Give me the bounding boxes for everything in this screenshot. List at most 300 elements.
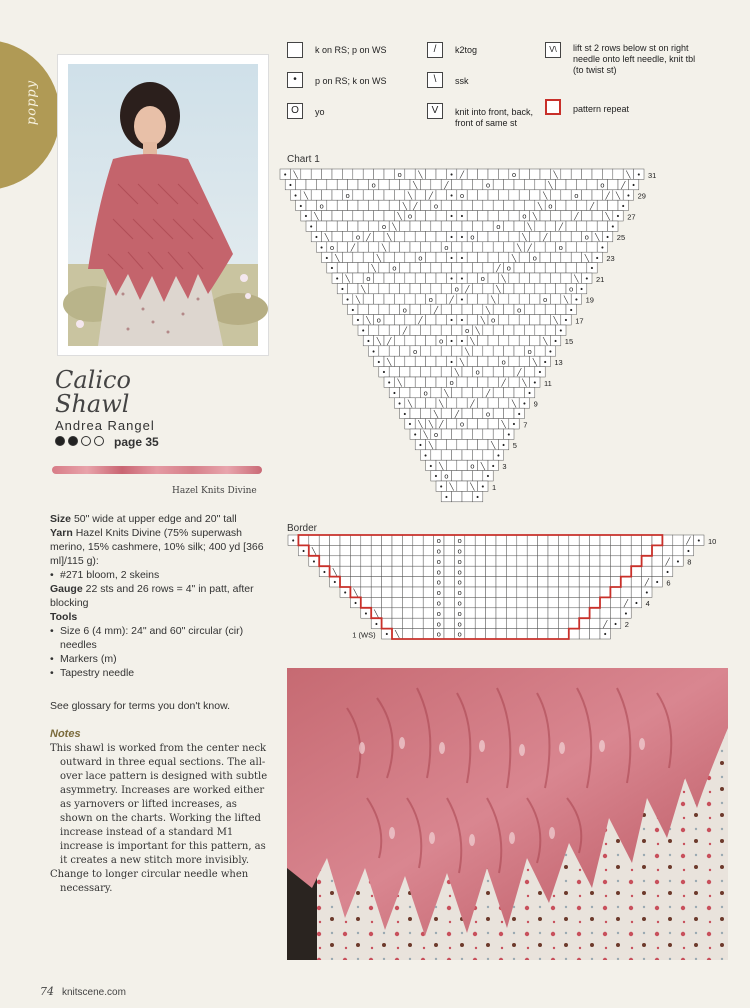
chart1-cell (446, 398, 456, 408)
chart1-stitch-symbol: • (574, 295, 579, 304)
chart1-stitch-symbol: • (402, 410, 407, 419)
border-cell (319, 535, 329, 545)
key-knit-symbol (287, 42, 303, 58)
chart1-cell (504, 179, 514, 189)
border-cell (610, 556, 620, 566)
border-stitch-symbol: o (457, 568, 462, 577)
chart1-cell (389, 325, 399, 335)
border-stitch-symbol: • (696, 537, 701, 546)
chart1-cell (597, 200, 607, 210)
chart1-cell (467, 273, 477, 283)
chart1-stitch-symbol: • (340, 285, 345, 294)
chart1-stitch-symbol: ╱ (543, 233, 548, 242)
chart1-cell (540, 315, 550, 325)
chart1-stitch-symbol: ╲ (480, 316, 485, 325)
chart1-stitch-symbol: ╲ (381, 243, 387, 252)
chart1-stitch-symbol: • (579, 285, 584, 294)
pattern-title (55, 368, 131, 416)
chart1-cell (389, 304, 399, 314)
chart1-cell (431, 263, 441, 273)
difficulty-dot (68, 436, 78, 446)
border-cell (506, 629, 516, 639)
chart1-cell (405, 231, 415, 241)
border-cell (517, 566, 527, 576)
chart1-cell (410, 387, 420, 397)
chart1-stitch-symbol: ╱ (558, 223, 563, 232)
difficulty-rating (55, 435, 159, 449)
border-cell (330, 535, 340, 545)
chart1-cell (332, 231, 342, 241)
chart1-cell (410, 242, 420, 252)
border-cell (486, 556, 496, 566)
border-cell (413, 629, 423, 639)
border-stitch-symbol: o (457, 547, 462, 556)
chart1-row-number: 1 (492, 482, 497, 492)
chart1-row-number: 25 (616, 233, 626, 243)
chart1-stitch-symbol: o (381, 223, 387, 232)
border-cell (486, 535, 496, 545)
border-row-number: 6 (666, 578, 671, 588)
border-cell (382, 566, 392, 576)
chart1-cell (498, 398, 508, 408)
chart1-row-number: 23 (606, 254, 615, 264)
chart1-cell (384, 190, 394, 200)
chart1-cell (576, 179, 586, 189)
tool-item: • Markers (m) (50, 652, 265, 666)
chart1-cell (478, 169, 488, 179)
chart1-stitch-symbol: ╲ (511, 399, 517, 408)
border-cell (340, 577, 350, 587)
chart1-cell (519, 294, 529, 304)
chart1-cell (358, 304, 368, 314)
border-cell (590, 577, 600, 587)
chart1-cell (478, 356, 488, 366)
chart1-cell (566, 179, 576, 189)
border-cell (330, 545, 340, 555)
chart1-cell (493, 429, 503, 439)
chart1-cell (514, 346, 524, 356)
chart1-stitch-symbol: ╱ (459, 171, 465, 180)
chart1-cell (519, 169, 529, 179)
border-cell (392, 577, 402, 587)
border-cell (527, 535, 537, 545)
chart1-cell (561, 273, 571, 283)
chart1-stitch-symbol: o (397, 171, 402, 180)
chart1-cell (608, 179, 618, 189)
chart1-cell (394, 335, 404, 345)
chart1-stitch-symbol: ╲ (584, 254, 589, 263)
border-cell (413, 566, 423, 576)
chart1-cell (498, 169, 508, 179)
chart1-stitch-symbol: • (381, 368, 387, 377)
border-stitch-symbol: o (457, 537, 462, 546)
chart1-stitch-symbol: • (589, 264, 595, 273)
border-cell (558, 587, 568, 597)
chart1-cell (472, 242, 482, 252)
chart1-stitch-symbol: ╲ (485, 306, 491, 315)
border-cell (423, 597, 433, 607)
border-cell (496, 608, 506, 618)
chart1-cell (415, 356, 425, 366)
chart1-stitch-symbol: ╲ (553, 316, 558, 325)
chart1-cell (353, 252, 363, 262)
chart1-cell (478, 252, 488, 262)
chart1-cell (524, 367, 534, 377)
chart1-stitch-symbol: ╲ (595, 233, 600, 242)
chart1-stitch-symbol: ╲ (324, 233, 329, 242)
chart1-cell (587, 221, 597, 231)
chart1-stitch-symbol: ╲ (496, 285, 501, 294)
chart1-stitch-symbol: • (314, 233, 319, 242)
border-stitch-symbol: o (436, 578, 441, 587)
chart1-cell (467, 252, 477, 262)
chart1-cell (571, 231, 581, 241)
chart1-cell (550, 294, 560, 304)
key-ssk-symbol: \ (427, 72, 443, 88)
border-stitch-symbol: • (675, 557, 681, 566)
border-cell (319, 545, 329, 555)
chart1-stitch-symbol: ╲ (428, 441, 433, 450)
chart1-stitch-symbol: o (376, 316, 381, 325)
chart1-cell (457, 439, 467, 449)
chart1-stitch-symbol: ╲ (553, 171, 558, 180)
border-cell (642, 556, 652, 566)
chart1-stitch-symbol: • (631, 181, 636, 190)
chart1-cell (582, 211, 592, 221)
chart1-stitch-symbol: ╱ (418, 316, 423, 325)
chart1-cell (394, 294, 404, 304)
chart1-stitch-symbol: o (470, 233, 475, 242)
border-cell (642, 566, 652, 576)
chart1-cell (509, 377, 519, 387)
border-cell (600, 545, 610, 555)
chart1-cell (368, 325, 378, 335)
chart1-cell (535, 283, 545, 293)
chart1-cell (389, 242, 399, 252)
chart1-stitch-symbol: • (459, 254, 465, 263)
chart1-cell (509, 315, 519, 325)
border-cell (558, 608, 568, 618)
chart1-cell (389, 283, 399, 293)
chart1-cell (353, 169, 363, 179)
chart1-cell (363, 252, 373, 262)
chart1-cell (452, 304, 462, 314)
border-cell (402, 545, 412, 555)
border-cell (527, 545, 537, 555)
chart1-cell (342, 169, 352, 179)
chart1-cell (348, 283, 358, 293)
chart1-cell (363, 190, 373, 200)
chart1-cell (478, 231, 488, 241)
chart1-stitch-symbol: ╱ (387, 337, 392, 346)
border-cell (465, 618, 475, 628)
chart1-stitch-symbol: • (496, 451, 501, 460)
border-stitch-symbol: o (436, 537, 441, 546)
border-cell (475, 629, 485, 639)
chart1-stitch-symbol: ╲ (407, 191, 413, 200)
chart1-cell (420, 325, 430, 335)
border-cell (527, 566, 537, 576)
chart1-cell (358, 221, 368, 231)
chart1-cell (519, 315, 529, 325)
chart1-stitch-symbol: o (485, 181, 491, 190)
border-cell (423, 566, 433, 576)
chart1-stitch-symbol: • (355, 316, 361, 325)
chart1-cell (592, 190, 602, 200)
chart1-stitch-symbol: ╱ (465, 285, 470, 294)
chart1-stitch-symbol: o (407, 212, 413, 221)
border-cell (506, 566, 516, 576)
chart1-stitch-symbol: • (324, 254, 329, 263)
chart1-stitch-symbol: ╱ (454, 410, 459, 419)
size-text: 50" wide at upper edge and 20" tall (73, 513, 237, 525)
chart1-cell (467, 169, 477, 179)
chart1-cell (488, 231, 498, 241)
difficulty-dot (81, 436, 91, 446)
border-cell (517, 556, 527, 566)
chart1-cell (545, 242, 555, 252)
border-cell (350, 545, 360, 555)
chart1-cell (462, 263, 472, 273)
chart1-cell (472, 200, 482, 210)
chart1-stitch-symbol: ╲ (459, 358, 465, 367)
chart1-cell (384, 211, 394, 221)
chart1-cell (483, 450, 493, 460)
chart1-cell (436, 211, 446, 221)
chart1-cell (530, 190, 540, 200)
border-cell (350, 556, 360, 566)
chart1-cell (332, 190, 342, 200)
chart1-stitch-symbol: • (449, 191, 454, 200)
chart1-stitch-symbol: o (491, 316, 496, 325)
chart1-cell (311, 169, 321, 179)
border-cell (538, 629, 548, 639)
chart1-cell (561, 252, 571, 262)
chart1-cell (509, 231, 519, 241)
chart1-stitch-symbol: • (485, 472, 491, 481)
border-cell (361, 566, 371, 576)
chart1-stitch-symbol: ╲ (387, 358, 392, 367)
chart1-stitch-symbol: • (621, 202, 626, 211)
border-cell (590, 597, 600, 607)
border-cell (558, 597, 568, 607)
model-photo (68, 64, 258, 346)
chart1-cell (566, 263, 576, 273)
border-cell (579, 556, 589, 566)
chart1-stitch-symbol: o (485, 410, 491, 419)
chart1-cell (571, 169, 581, 179)
key-k2tog-label: k2tog (455, 45, 478, 55)
chart1-stitch-symbol: ╲ (527, 223, 532, 232)
border-cell (610, 597, 620, 607)
chart1-cell (374, 211, 384, 221)
chart1-cell (493, 346, 503, 356)
chart1-stitch-symbol: o (470, 462, 475, 471)
chart1-stitch-symbol: ╲ (563, 295, 569, 304)
border-cell (642, 545, 652, 555)
chart1-cell (415, 190, 425, 200)
border-cell (517, 577, 527, 587)
chart1-cell (322, 211, 332, 221)
yarn-label: Yarn (50, 527, 73, 539)
chart1-cell (337, 221, 347, 231)
chart1-cell (420, 200, 430, 210)
border-cell (486, 566, 496, 576)
border-cell (371, 587, 381, 597)
border-cell (496, 545, 506, 555)
chart1-row-number: 3 (502, 462, 507, 472)
border-cell (382, 587, 392, 597)
chart1-cell (602, 169, 612, 179)
border-cell (579, 545, 589, 555)
border-cell (569, 608, 579, 618)
border-cell (392, 597, 402, 607)
border-cell (600, 587, 610, 597)
chart1-cell (441, 304, 451, 314)
border-cell (548, 587, 558, 597)
chart1-stitch-symbol: • (449, 171, 454, 180)
chart1-cell (556, 179, 566, 189)
chart1-stitch-symbol: ╲ (387, 233, 392, 242)
chart1-cell (400, 283, 410, 293)
chart1-stitch-symbol: o (574, 191, 579, 200)
border-cell (475, 535, 485, 545)
difficulty-dots (55, 435, 107, 449)
chart1-cell (478, 439, 488, 449)
border-cell (475, 597, 485, 607)
chart1-stitch-symbol: ╱ (470, 399, 475, 408)
chart1-cell (410, 408, 420, 418)
border-stitch-symbol: ╲ (332, 568, 337, 577)
chart1-cell (493, 367, 503, 377)
chart1-cell (519, 190, 529, 200)
border-cell (590, 629, 600, 639)
chart1-cell (441, 408, 451, 418)
chart1-stitch-symbol: • (459, 316, 465, 325)
chart1-stitch-symbol: ╲ (314, 212, 319, 221)
chart1-stitch-symbol: o (371, 181, 376, 190)
border-stitch-symbol: o (457, 557, 462, 566)
chart1-stitch-symbol: • (459, 212, 465, 221)
chart1-cell (504, 325, 514, 335)
chart1-stitch-symbol: • (600, 243, 605, 252)
chart1-cell (441, 429, 451, 439)
chart1-stitch-symbol: ╲ (517, 243, 522, 252)
border-stitch-symbol: o (457, 589, 462, 598)
chart1-cell (472, 429, 482, 439)
chart1-cell (337, 242, 347, 252)
chart1-cell (446, 439, 456, 449)
chart1-stitch-symbol: o (522, 212, 527, 221)
chart1-stitch-symbol: ╲ (428, 420, 433, 429)
chart1-cell (379, 346, 389, 356)
chart1-cell (431, 325, 441, 335)
chart1-cell (524, 200, 534, 210)
chart1-cell (483, 367, 493, 377)
border-cell (548, 556, 558, 566)
border-cell (538, 556, 548, 566)
chart1-cell (348, 179, 358, 189)
chart1-row-number: 21 (596, 274, 605, 284)
border-cell (642, 535, 652, 545)
chart1-cell (545, 325, 555, 335)
chart1-cell (405, 377, 415, 387)
yarn-swatch (52, 466, 262, 474)
border-stitch-symbol: • (291, 537, 296, 546)
chart1-stitch-symbol: o (329, 243, 335, 252)
chart1-cell (509, 190, 519, 200)
border-cell (496, 566, 506, 576)
border-cell (413, 608, 423, 618)
border-cell (444, 618, 454, 628)
border-stitch-symbol: ╲ (374, 609, 379, 618)
chart1-stitch-symbol: o (439, 337, 444, 346)
border-cell (402, 577, 412, 587)
border-cell (350, 566, 360, 576)
chart1-stitch-symbol: • (413, 431, 418, 440)
border-cell (506, 535, 516, 545)
chart1-stitch-symbol: ╲ (392, 223, 397, 232)
tool-item: • Size 6 (4 mm): 24" and 60" circular (cir) needles (50, 624, 265, 652)
chart1-cell (353, 190, 363, 200)
chart1-stitch-symbol: o (543, 295, 548, 304)
border-cell (538, 618, 548, 628)
border-cell (382, 608, 392, 618)
chart1-cell (342, 252, 352, 262)
border-cell (486, 577, 496, 587)
chart1-cell (436, 439, 446, 449)
border-cell (590, 587, 600, 597)
border-cell (610, 587, 620, 597)
chart1-cell (478, 398, 488, 408)
border-cell (527, 556, 537, 566)
border-cell (548, 608, 558, 618)
chart1-cell (353, 211, 363, 221)
border-cell (600, 577, 610, 587)
chart1-cell (545, 283, 555, 293)
border-cell (382, 618, 392, 628)
chart1-stitch-symbol: • (548, 347, 553, 356)
chart1-stitch-symbol: o (600, 181, 605, 190)
chart1-stitch-symbol: ╱ (527, 243, 532, 252)
border-cell (392, 587, 402, 597)
chart1-cell (478, 377, 488, 387)
chart1-cell (337, 200, 347, 210)
border-stitch-symbol: • (301, 547, 306, 556)
key-kfbf-symbol: V (427, 103, 443, 119)
tool-item: • Tapestry needle (50, 666, 265, 680)
chart1-cell (389, 346, 399, 356)
chart1-stitch-symbol: ╲ (605, 212, 610, 221)
chart1-stitch-symbol: • (433, 472, 439, 481)
border-cell (610, 535, 620, 545)
chart1-cell (556, 283, 566, 293)
chart1-stitch-symbol: ╲ (402, 202, 407, 211)
border-cell (371, 577, 381, 587)
chart1-stitch-symbol: o (511, 171, 517, 180)
chart1-cell (530, 294, 540, 304)
key-ssk-label: ssk (455, 76, 469, 86)
border-cell (631, 535, 641, 545)
border-cell (465, 577, 475, 587)
border-cell (444, 608, 454, 618)
chart1-stitch-symbol: • (335, 275, 340, 284)
border-cell (382, 535, 392, 545)
chart1-stitch-symbol: • (449, 358, 454, 367)
border-stitch-symbol: • (384, 630, 389, 639)
border-cell (413, 545, 423, 555)
chart1-cell (524, 179, 534, 189)
